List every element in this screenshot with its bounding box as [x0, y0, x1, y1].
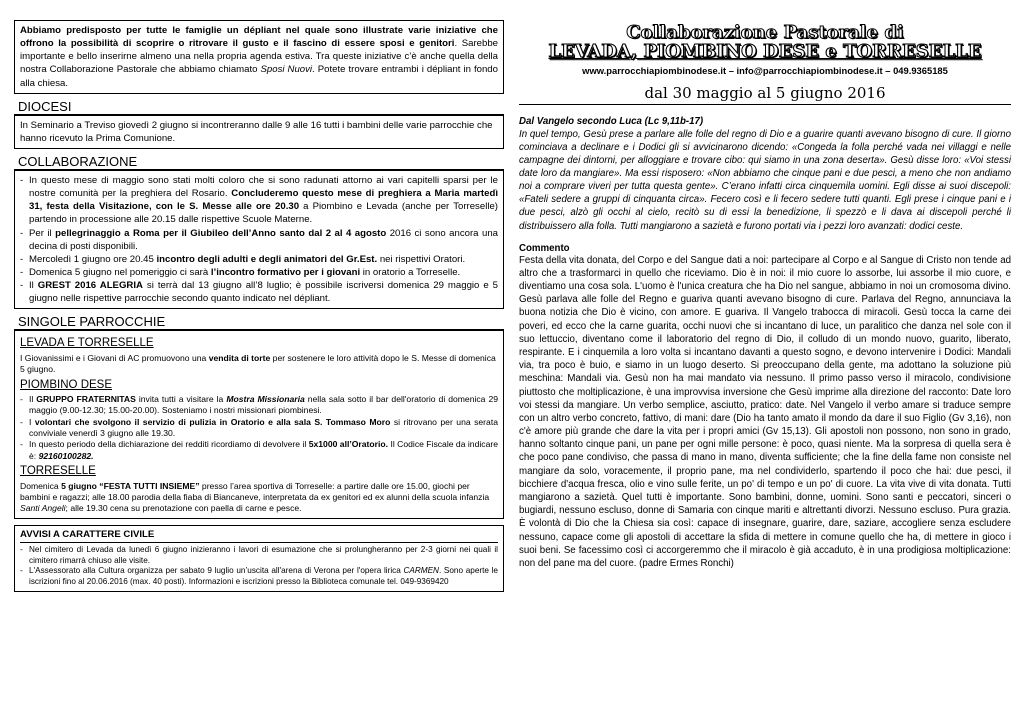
- masthead-line1: Collaborazione Pastorale di: [626, 22, 904, 43]
- diocesi-text: In Seminario a Treviso giovedì 2 giugno si incontreranno dalle 9 alle 16 tutti i bambini delle varie parrocchie che hanno ricevuto la Prima Comunione.: [20, 119, 493, 144]
- list-item: - Mercoledì 1 giugno ore 20.45 incontro degli adulti e degli animatori del Gr.Est. nei rispettivi Oratori.: [20, 253, 498, 266]
- masthead-line2: LEVADA, PIOMBINO DESE e TORRESELLE: [548, 40, 982, 62]
- list-item: - L'Assessorato alla Cultura organizza per sabato 9 luglio un’uscita all'arena di Verona per l'opera lirica CARMEN. Sono aperte le iscrizioni fino al 20.06.2016 (max. 40 posti). Informazioni e iscrizioni presso la Biblioteca comunale tel. 049-9369420: [20, 566, 498, 588]
- sposi-nuovi-label: Sposi Nuovi: [260, 64, 313, 76]
- intro-lead: Abbiamo predisposto per tutte le famiglie un dépliant nel quale sono illustrate varie iniziative che offrono la possibilità di scoprire o ritrovare il gusto e il fascino di essere sposi e genitori: [20, 25, 498, 50]
- torreselle-text: Domenica 5 giugno “FESTA TUTTI INSIEME” presso l’area sportiva di Torreselle: a partire dalle ore 15.00, giochi per bambini e ragazzi; alle 18.00 parodia della fiaba di Biancaneve, interpretata da ex genitori ed ex alunni della scuola infanzia Santi Angeli; alle 19.30 cena su prenotazione con paella di carne e pesce.: [20, 480, 490, 514]
- list-item: - Il GREST 2016 ALEGRIA si terrà dal 13 giugno all’8 luglio; è possibile iscriversi domenica 29 maggio e 5 giugno nelle rispettive parrocchie secondo quanto indicato nel dépliant.: [20, 279, 498, 305]
- commento-text: Festa della vita donata, del Corpo e del Sangue dati a noi: partecipare al Corpo e al Sangue di Cristo non tende ad altro che a trasformarci in quello che riceviamo. Dio è in noi: il mio cuore lo assorbe, lui assorbe il mio cuore, e diventiamo una cosa sola. L'uomo è l'unica creatura che ha Dio nel sangue, abbiamo in noi un cromosoma divino. Gesù parlava alle folle del Regno e guariva quanti avevano bisogno di cure. Parlava del Regno, annunciava la buona notizia che Dio è vicino, con amore. E guariva. Il Vangelo trabocca di miracoli. Gesù tocca la carne dei poveri, ed ecco che la carne guarita, occhi nuovi che si incantano di luce, un paralitico che danza nel sole con il suo lettuccio, diventano come il laboratorio del regno di Dio, il colludo di un mondo nuovo, guarito, liberato, respirante. E i cinquemila a loro volta si incantano davanti a questo sogno, e devono intervenire i Dodici: Mandali via, tra poco è buio, e siamo in un luogo deserto. Si preoccupano della gente, ma adottano la soluzione più meschina: Mandali via. Gesù non ha mai mandato via nessuno. Il primo passo verso il miracolo, condivisione piuttosto che moltiplicazione, è una improvvisa inversione che Gesù imprime alla direzione del racconto: Date loro voi stessi da mangiare. Un verbo semplice, asciutto, pratico: date. Nel Vangelo il verbo amare si traduce sempre con un altro verbo concreto, fattivo, di mani: dare (Dio ha tanto amato il mondo da dare il suo Figlio (Gv 3,16), non c'è amore più grande che dare la vita per i propri amici (Gv 15,13). Gli apostoli non possono, non sono in grado, hanno soltanto cinque pani, un pane per ogni mille persone: è poco, quasi niente. Ma la sorpresa di quella sera è che poco pane condiviso, che passa di mano in mano, diventa sufficiente; che la fine della fame non consiste nel mangiare da solo, voracemente, il proprio pane, ma nel condividerlo, spartendo il poco che hai: due pesci, il bicchiere d'acqua fresca, olio e vino sulle ferite, un po' di tempo e un po' di cuore. La vita vive di vita donata. Tutti mangiarono a sazietà. Quel tutti è importante. Sono bambini, donne, uomini. Sono santi e peccatori, sinceri o bugiardi, nessuno escluso, donne di Samaria con cinque mariti e altrettanti divorzi. Nessuno escluso. Pura grazia. È volontà di Dio che la Chiesa sia così: capace di insegnare, guarire, dare, saziare, accogliere senza escludere nessuno, capace come gli apostoli di accettare la sfida di mettere in comune quello che ha, di mettere in gioco i suoi beni. Se facessimo così ci accorgeremmo che il miracolo è già accaduto, è in una prodigiosa moltiplicazione: non del pane ma del cuore. (padre Ermes Ronchi): [519, 254, 1011, 569]
- list-item: - I volontari che svolgono il servizio di pulizia in Oratorio e alla sala S. Tommaso Moro si ritrovano per una serata conviviale venerdì 3 giugno alle 19.30.: [20, 417, 498, 440]
- intro-box: [14, 20, 504, 94]
- torreselle-title: TORRESELLE: [20, 465, 96, 478]
- piombino-title: PIOMBINO DESE: [20, 378, 113, 391]
- diocesi-box: [14, 115, 504, 149]
- right-column: [519, 24, 1011, 570]
- gospel-block: [519, 115, 1011, 233]
- collaborazione-box: [14, 170, 504, 309]
- masthead: [519, 24, 1011, 76]
- levada-text: I Giovanissimi e i Giovani di AC promuovono una vendita di torte per sostenere le loro attività dopo le S. Messe di domenica 5 giugno.: [20, 352, 496, 375]
- list-item: - Nel cimitero di Levada da lunedì 6 giugno inizieranno i lavori di esumazione che si prolungheranno per 2-3 giorni nei quali il cimitero rimarrà chiuso alle visite.: [20, 545, 498, 567]
- left-column: [14, 20, 504, 592]
- list-item: - Per il pellegrinaggio a Roma per il Giubileo dell’Anno santo dal 2 al 4 agosto 2016 ci sono ancora una decina di posti disponibili.: [20, 227, 498, 253]
- list-item: - In questo mese di maggio sono stati molti coloro che si sono radunati attorno ai vari capitelli sparsi per le nostre comunità per la preghiera del Rosario. Concluderemo questo mese di preghiera a Maria martedì 31, festa della Visitazione, con le S. Messe alle ore 20.30 a Piombino e Levada (anche per Torreselle) partendo in processione alle 20.15 dalle rispettive Scuole Materne.: [20, 174, 498, 227]
- levada-title: LEVADA E TORRESELLE: [20, 337, 154, 350]
- date-range: dal 30 maggio al 5 giugno 2016: [519, 84, 1011, 105]
- list-item: - In questo periodo della dichiarazione dei redditi ricordiamo di devolvere il 5x1000 all’Oratorio. Il Codice Fiscale da indicare è: 92160100282.: [20, 439, 498, 462]
- intro-text: . Sarebbe importante e bello inserirne almeno una nella propria agenda estiva. Tra queste iniziative c’è anche quella della nostra Collaborazione Pastorale che abbiamo chiamato: [20, 38, 499, 76]
- commento-heading: Commento: [519, 242, 570, 254]
- diocesi-title: DIOCESI: [14, 99, 504, 115]
- avvisi-box: [14, 525, 504, 592]
- collaborazione-title: COLLABORAZIONE: [14, 154, 504, 170]
- gospel-text: In quel tempo, Gesù prese a parlare alle folle del regno di Dio e a guarire quanti avevano bisogno di cure. Il giorno cominciava a declinare e i Dodici gli si avvicinarono dicendo: «Congeda la folla perché vada nei villaggi e nelle campagne dei dintorni, per alloggiare e trovare cibo: qui siamo in una zona deserta». Gesù disse loro: «Voi stessi date loro da mangiare». Ma essi risposero: «Non abbiamo che cinque pani e due pesci, a meno che non andiamo noi a comprare viveri per tutta questa gente». C’erano infatti circa cinquemila uomini. Egli disse ai suoi discepoli: «Fateli sedere a gruppi di cinquanta circa». Fecero così e li fecero sedere tutti quanti. Egli prese i cinque pani e i due pesci, alzò gli occhi al cielo, recitò su di essi la benedizione, li spezzò e li dava ai discepoli perché li distribuissero alla folla. Tutti mangiarono a sazietà e furono portati via i pezzi loro avanzati: dodici ceste.: [519, 128, 1011, 232]
- singole-box: [14, 330, 504, 518]
- contacts: www.parrocchiapiombinodese.it – info@parrocchiapiombinodese.it – 049.9365185: [582, 64, 948, 76]
- list-item: - Domenica 5 giugno nel pomeriggio ci sarà l’incontro formativo per i giovani in oratorio a Torreselle.: [20, 266, 498, 279]
- avvisi-title: AVVISI A CARATTERE CIVILE: [20, 529, 498, 543]
- intro-end: . Potete trovare entrambi i dépliant in fondo alla chiesa.: [20, 64, 498, 89]
- list-item: - Il GRUPPO FRATERNITAS invita tutti a visitare la Mostra Missionaria nella sala sotto il bar dell'oratorio di domenica 29 maggio (9.00-12.30; 15.00-20.00). Sosteniamo i nostri missionari piombinesi.: [20, 394, 498, 417]
- gospel-heading: Dal Vangelo secondo Luca (Lc 9,11b-17): [519, 115, 704, 127]
- singole-parrocchie-title: SINGOLE PARROCCHIE: [14, 314, 504, 330]
